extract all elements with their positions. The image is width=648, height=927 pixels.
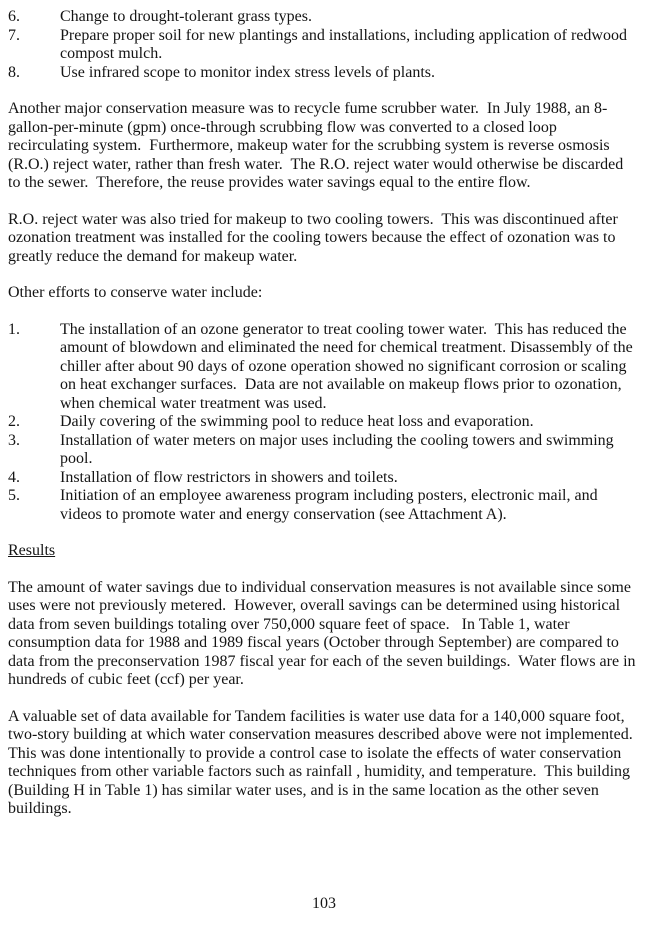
list-item-number: 8. [8, 63, 20, 81]
list-item-number: 3. [8, 431, 20, 449]
paragraph-results-control-building: A valuable set of data available for Tandem facilities is water use data for a 140,000 square foot, two-story building at which water conservation measures described above were not implemented. This was done intentionally to provide a control case to isolate the effects of water conservation techniques from other variable factors such as rainfall , humidity, and temperature. This building (Building H in Table 1) has similar water uses, and is in the same location as the other seven buildings. [8, 707, 641, 817]
list-item-text: Prepare proper soil for new plantings and installations, including application of redwood compost mulch. [60, 26, 631, 62]
list-item-number: 2. [8, 413, 20, 430]
paragraph-fume-scrubber: Another major conservation measure was to recycle fume scrubber water. In July 1988, an 8-gallon-per-minute (gpm) once-through scrubbing flow was converted to a closed loop recirculating system. Furthermore, makeup water for the scrubbing system is reverse osmosis (R.O.) reject water, rather than fresh water. The R.O. reject water would otherwise be discarded to the sewer. Therefore, the reuse provides water savings equal to the entire flow. [8, 100, 628, 191]
page-number: 103 [312, 894, 336, 912]
list-item [8, 321, 636, 414]
list-item-number: 1. [8, 320, 20, 338]
paragraph-results-savings: The amount of water savings due to individual conservation measures is not available since some uses were not previously metered. However, overall savings can be determined using historical data from seven buildings totaling over 750,000 square feet of space. In Table 1, water consumption data for 1988 and 1989 fiscal years (October through September) are compared to data from the preconservation 1987 fiscal year for each of the seven buildings. Water flows are in hundreds of cubic feet (ccf) per year. [8, 578, 640, 688]
list-item [8, 8, 636, 27]
results-heading: Results [8, 542, 56, 559]
list-item-text: Initiation of an employee awareness program including posters, electronic mail, and videos to promote water and energy conservation (see Attachment A). [60, 487, 602, 523]
list-item-text: Installation of water meters on major uses including the cooling towers and swimming pool. [60, 431, 618, 467]
list-item-text: Use infrared scope to monitor index stress levels of plants. [60, 63, 436, 81]
list-item-number: 5. [8, 487, 20, 504]
landscaping-measures-list [8, 8, 636, 82]
list-item [8, 64, 636, 83]
list-item-number: 6. [8, 8, 20, 25]
conservation-efforts-list [8, 321, 636, 525]
list-item-number: 7. [8, 26, 20, 44]
list-item [8, 432, 636, 469]
list-item-text: Daily covering of the swimming pool to reduce heat loss and evaporation. [60, 413, 534, 430]
list-item-text: Change to drought-tolerant grass types. [60, 8, 312, 25]
paragraph-other-efforts-intro: Other efforts to conserve water include: [8, 284, 263, 301]
list-item [8, 487, 636, 524]
list-item-text: Installation of flow restrictors in showers and toilets. [60, 468, 398, 486]
list-item-number: 4. [8, 468, 20, 486]
list-item-text: The installation of an ozone generator to treat cooling tower water. This has reduced the amount of blowdown and eliminated the need for chemical treatment. Disassembly of the chiller after about 90 days of ozone operation showed no significant corrosion or scaling on heat exchanger surfaces. Data are not available on makeup flows prior to ozonation, when chemical water treatment was used. [60, 320, 637, 412]
list-item [8, 27, 636, 64]
list-item [8, 413, 636, 432]
list-item [8, 469, 636, 488]
paragraph-cooling-towers: R.O. reject water was also tried for makeup to two cooling towers. This was discontinued after ozonation treatment was installed for the cooling towers because the effect of ozonation was to greatly reduce the demand for makeup water. [8, 210, 622, 265]
